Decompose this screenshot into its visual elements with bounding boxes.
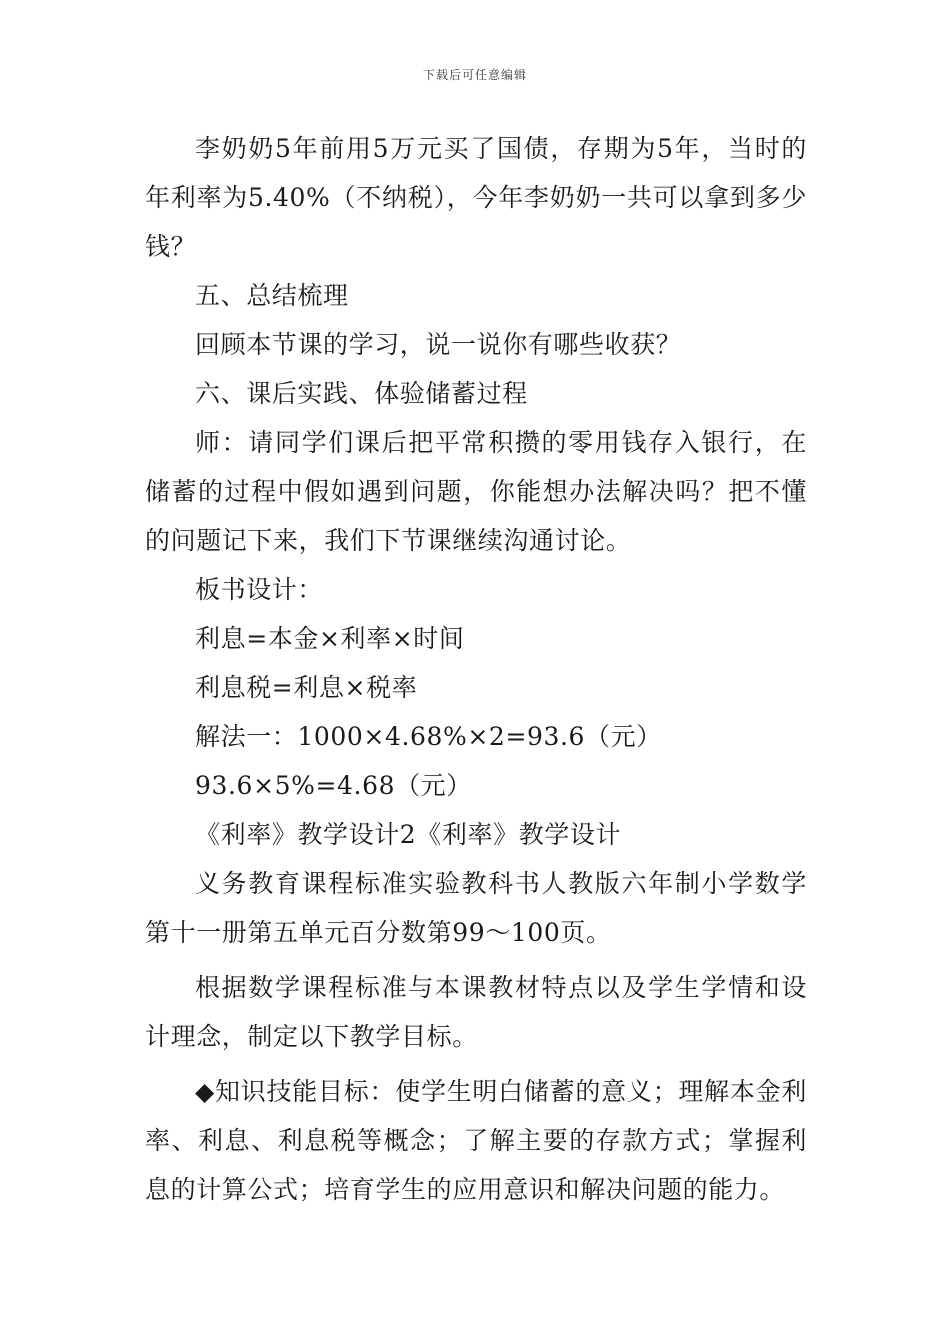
heading-practice: 六、课后实践、体验储蓄过程: [195, 379, 528, 408]
paragraph-knowledge-skill-goal: ◆知识技能目标：使学生明白储蓄的意义；理解本金利率、利息、利息税等概念；了解主要的存款方式；掌握利息的计算公式；培育学生的应用意识和解决问题的能力。: [145, 1077, 807, 1204]
paragraph-teaching-goals-intro: 根据数学课程标准与本课教材特点以及学生学情和设计理念，制定以下教学目标。: [145, 973, 807, 1051]
paragraph-bond-problem: 李奶奶5年前用5万元买了国债，存期为5年，当时的年利率为5.40%（不纳税），今年李奶奶一共可以拿到多少钱？: [145, 134, 807, 261]
heading-summary: 五、总结梳理: [195, 281, 349, 310]
solution-tax-calculation: 93.6×5%=4.68（元）: [195, 771, 472, 800]
section-title-lesson-design: 《利率》教学设计2《利率》教学设计: [195, 820, 622, 849]
formula-interest: 利息=本金×利率×时间: [195, 624, 465, 653]
formula-interest-tax: 利息税=利息×税率: [195, 673, 418, 702]
paragraph-teacher-instruction: 师：请同学们课后把平常积攒的零用钱存入银行，在储蓄的过程中假如遇到问题，你能想办法解决吗？把不懂的问题记下来，我们下节课继续沟通讨论。: [145, 428, 807, 555]
document-body: [145, 124, 807, 1214]
page-header: 下载后可任意编辑: [422, 68, 527, 82]
paragraph-review: 回顾本节课的学习，说一说你有哪些收获？: [195, 330, 682, 359]
solution-method-one: 解法一：1000×4.68%×2=93.6（元）: [195, 722, 662, 751]
paragraph-textbook-reference: 义务教育课程标准实验教科书人教版六年制小学数学第十一册第五单元百分数第99～100页。: [145, 869, 807, 947]
heading-board-design: 板书设计：: [195, 575, 324, 604]
